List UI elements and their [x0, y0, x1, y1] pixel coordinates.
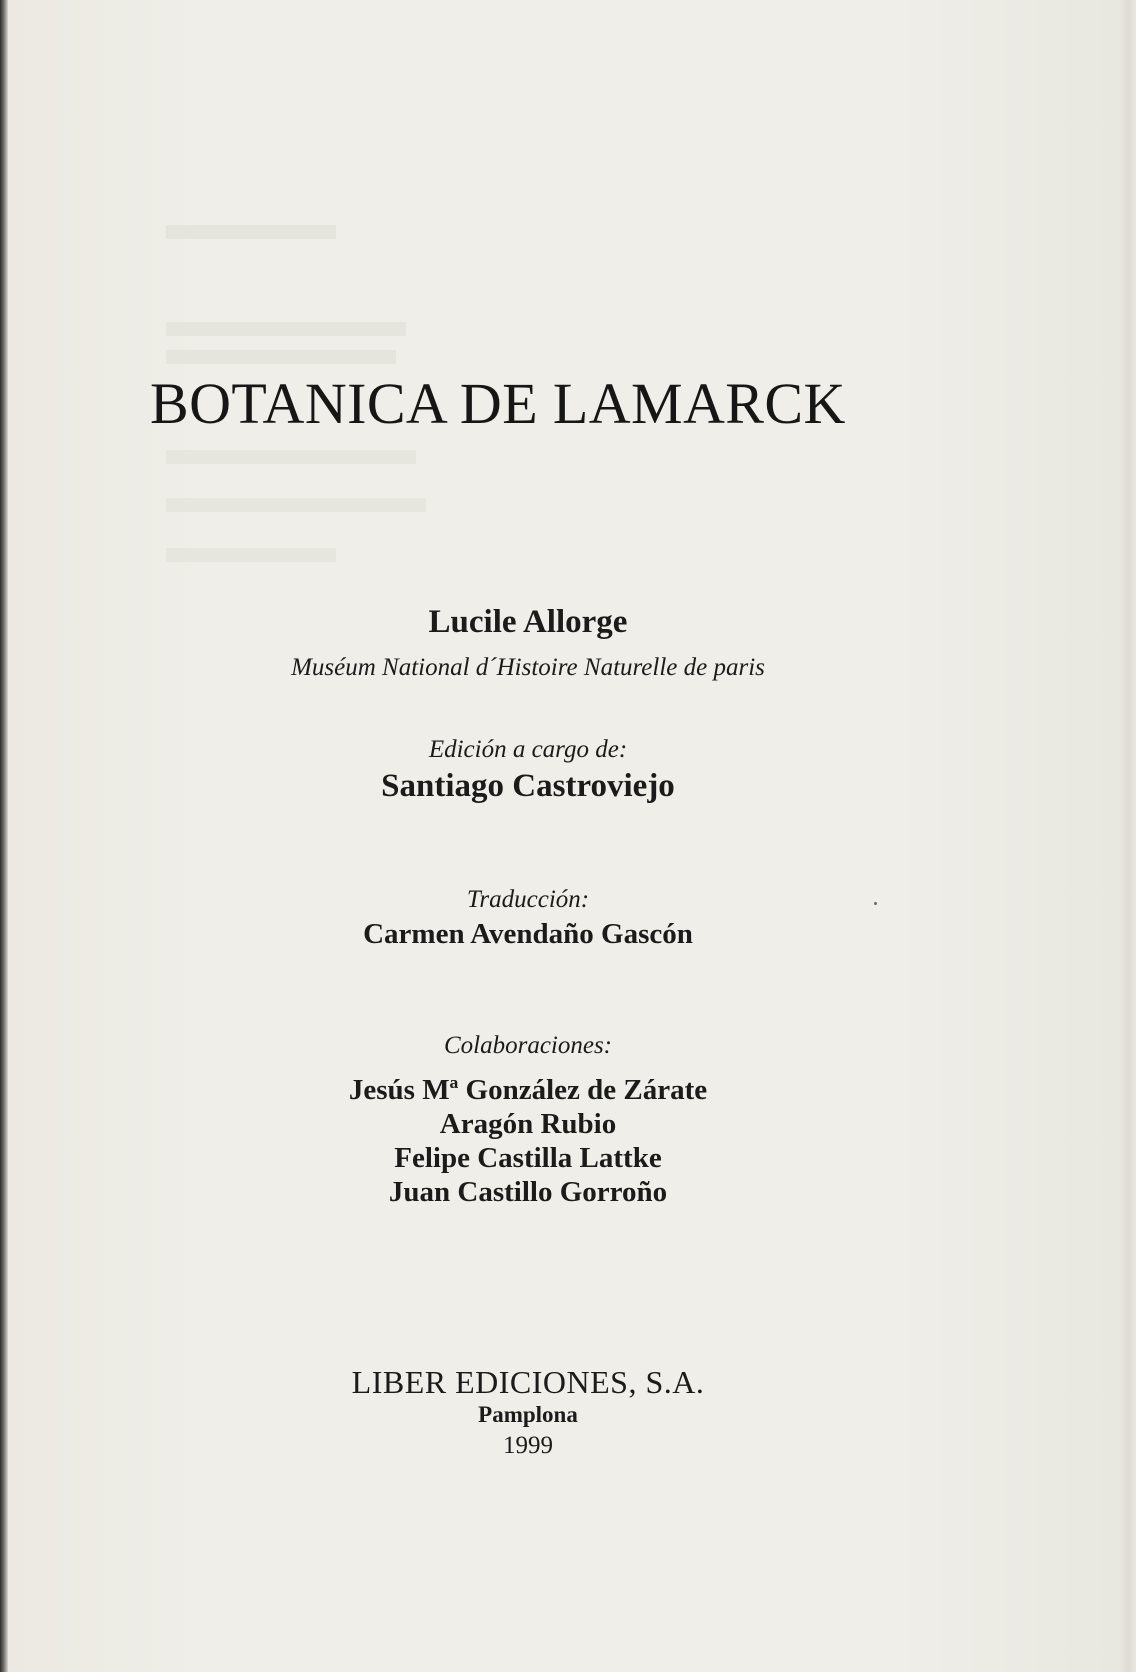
title-page: [8, 0, 1120, 1672]
edition-label: Edición a cargo de:: [428, 736, 628, 763]
bleed-through-mark: [166, 450, 416, 464]
bleed-through-mark: [166, 548, 336, 562]
book-title: BOTANICA DE LAMARCK: [150, 371, 846, 436]
publisher-city: Pamplona: [478, 1402, 578, 1427]
publication-year: 1999: [503, 1432, 553, 1459]
bleed-through-mark: [166, 322, 406, 336]
bleed-through-mark: [166, 498, 426, 512]
author-name: Lucile Allorge: [428, 604, 628, 640]
author-affiliation: Muséum National d´Histoire Naturelle de paris: [291, 654, 765, 681]
bleed-through-mark: [166, 350, 396, 364]
editor-name: Santiago Castroviejo: [381, 768, 675, 804]
collaborator-name: Jesús Mª González de Zárate: [348, 1074, 708, 1106]
book-spine: [0, 0, 8, 1672]
collaborator-name: Juan Castillo Gorroño: [388, 1176, 668, 1208]
collaborations-label: Colaboraciones:: [443, 1032, 613, 1059]
collaborator-name: Felipe Castilla Lattke: [394, 1142, 662, 1174]
collaborator-name: Aragón Rubio: [439, 1108, 617, 1140]
page-edge: [1120, 0, 1136, 1672]
translator-name: Carmen Avendaño Gascón: [363, 918, 693, 950]
bleed-through-mark: [166, 225, 336, 239]
translation-label: Traducción:: [466, 886, 590, 913]
paper-speck: [874, 902, 877, 905]
publisher-name: LIBER EDICIONES, S.A.: [351, 1364, 705, 1400]
